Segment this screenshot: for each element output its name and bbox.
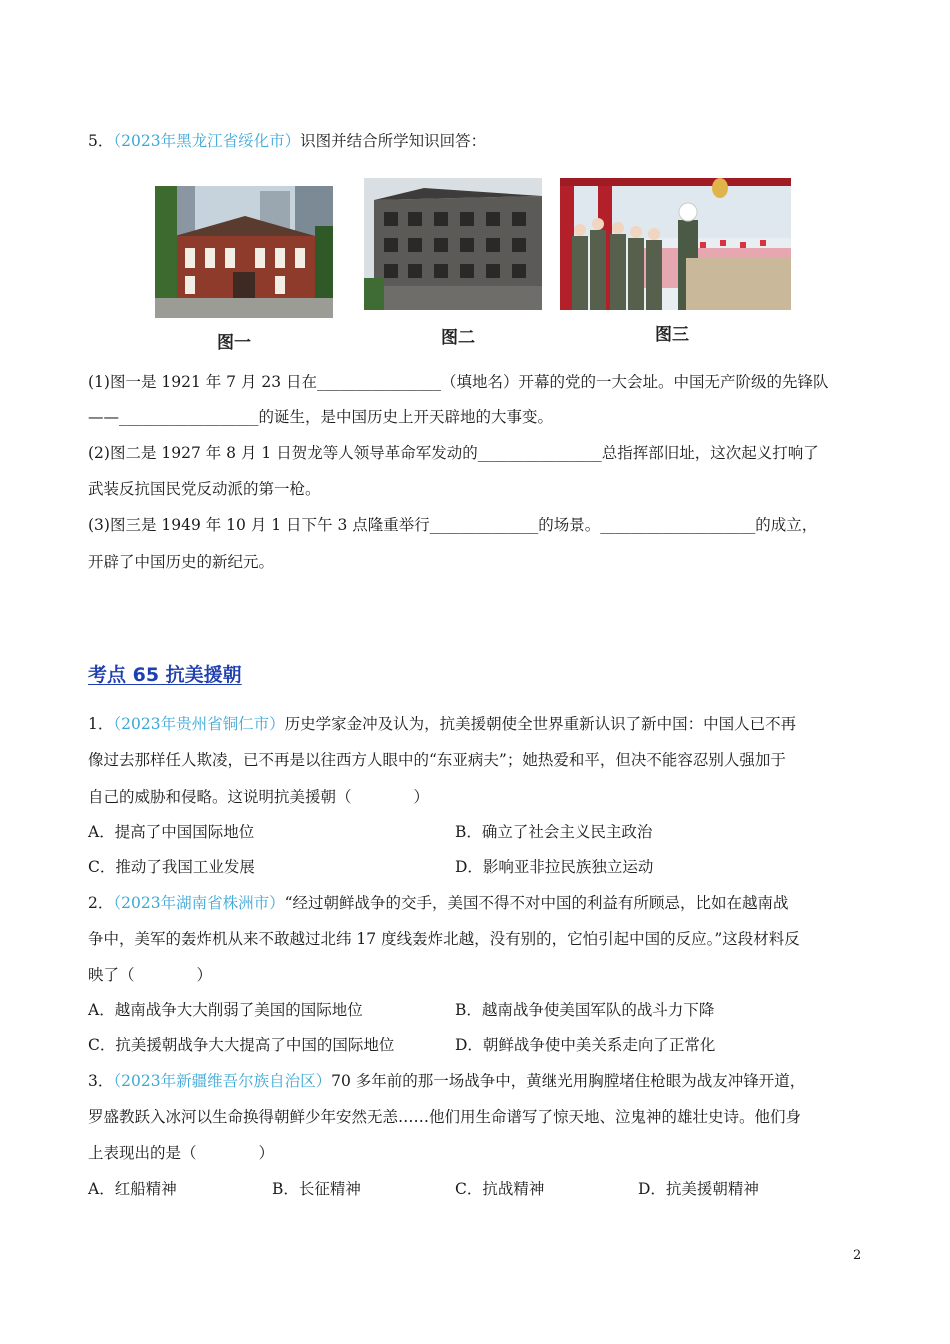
q2-option-c: C．抗美援朝战争大大提高了中国的国际地位	[88, 1036, 395, 1054]
q3-line3: 上表现出的是（ ）	[88, 1144, 275, 1162]
figure-2-image	[364, 178, 542, 310]
q1-option-a: A．提高了中国国际地位	[88, 823, 255, 841]
q3-text-1: 70 多年前的那一场战争中，黄继光用胸膛堵住枪眼为战友冲锋开道，	[331, 1072, 806, 1090]
figure-1-image	[155, 186, 333, 318]
q1-number: 1．	[88, 715, 114, 733]
q1-option-d: D．影响亚非拉民族独立运动	[455, 858, 654, 876]
figure-3-caption: 图三	[655, 325, 689, 345]
figure-3-image	[560, 178, 791, 310]
q5-prompt: 识图并结合所学知识回答：	[300, 132, 487, 150]
q5-part2-line2: 武装反抗国民党反动派的第一枪。	[88, 480, 321, 498]
q5-part1-line2: ——__________________的诞生，是中国历史上开天辟地的大事变。	[88, 408, 554, 426]
q1-line1	[88, 714, 868, 734]
q1-text-1: 历史学家金冲及认为，抗美援朝使全世界重新认识了新中国：中国人已不再	[284, 715, 797, 733]
page-number: 2	[853, 1248, 862, 1263]
q5-part1-line1: (1)图一是 1921 年 7 月 23 日在________________（填地名）开幕的党的一大会址。中国无产阶级的先锋队	[88, 373, 829, 391]
q2-number: 2．	[88, 894, 114, 912]
q2-option-d: D．朝鲜战争使中美关系走向了正常化	[455, 1036, 716, 1054]
q1-source: （2023年贵州省铜仁市）	[113, 715, 285, 733]
figure-2-caption: 图二	[441, 328, 475, 348]
q2-line1	[88, 893, 868, 913]
q3-option-b: B．长征精神	[272, 1180, 361, 1198]
q1-line3: 自己的威胁和侵略。这说明抗美援朝（ ）	[88, 788, 430, 806]
q5-source: （2023年黑龙江省绥化市）	[113, 132, 301, 150]
q2-line2: 争中，美军的轰炸机从来不敢越过北纬 17 度线轰炸北越，没有别的，它怕引起中国的反应。”这段材料反	[88, 930, 800, 948]
q1-line2: 像过去那样任人欺凌，已不再是以往西方人眼中的“东亚病夫”；她热爱和平，但决不能容忍别人强加于	[88, 751, 786, 769]
q5-part3-line2: 开辟了中国历史的新纪元。	[88, 553, 275, 571]
q5-part3-line1: (3)图三是 1949 年 10 月 1 日下午 3 点隆重举行______________的场景。____________________的成立，	[88, 516, 818, 534]
q3-option-d: D．抗美援朝精神	[638, 1180, 759, 1198]
q5-number: 5．	[88, 132, 114, 150]
q1-option-c: C．推动了我国工业发展	[88, 858, 255, 876]
q1-option-b: B．确立了社会主义民主政治	[455, 823, 653, 841]
figure-1-caption: 图一	[217, 333, 251, 353]
q5-header	[88, 131, 868, 151]
q2-source: （2023年湖南省株洲市）	[113, 894, 285, 912]
q2-line3: 映了（ ）	[88, 966, 213, 984]
q5-part2-line1: (2)图二是 1927 年 8 月 1 日贺龙等人领导革命军发动的________________总指挥部旧址，这次起义打响了	[88, 444, 819, 462]
section-heading: 考点 65 抗美援朝	[88, 664, 242, 686]
q3-source: （2023年新疆维吾尔族自治区）	[113, 1072, 332, 1090]
q3-option-c: C．抗战精神	[455, 1180, 545, 1198]
q3-number: 3．	[88, 1072, 114, 1090]
q3-line2: 罗盛教跃入冰河以生命换得朝鲜少年安然无恙……他们用生命谱写了惊天地、泣鬼神的雄壮史诗。他们身	[88, 1108, 802, 1126]
q2-option-b: B．越南战争使美国军队的战斗力下降	[455, 1001, 715, 1019]
q2-option-a: A．越南战争大大削弱了美国的国际地位	[88, 1001, 363, 1019]
q3-option-a: A．红船精神	[88, 1180, 177, 1198]
q2-text-1: “经过朝鲜战争的交手，美国不得不对中国的利益有所顾忌，比如在越南战	[284, 894, 789, 912]
q3-line1	[88, 1071, 868, 1091]
